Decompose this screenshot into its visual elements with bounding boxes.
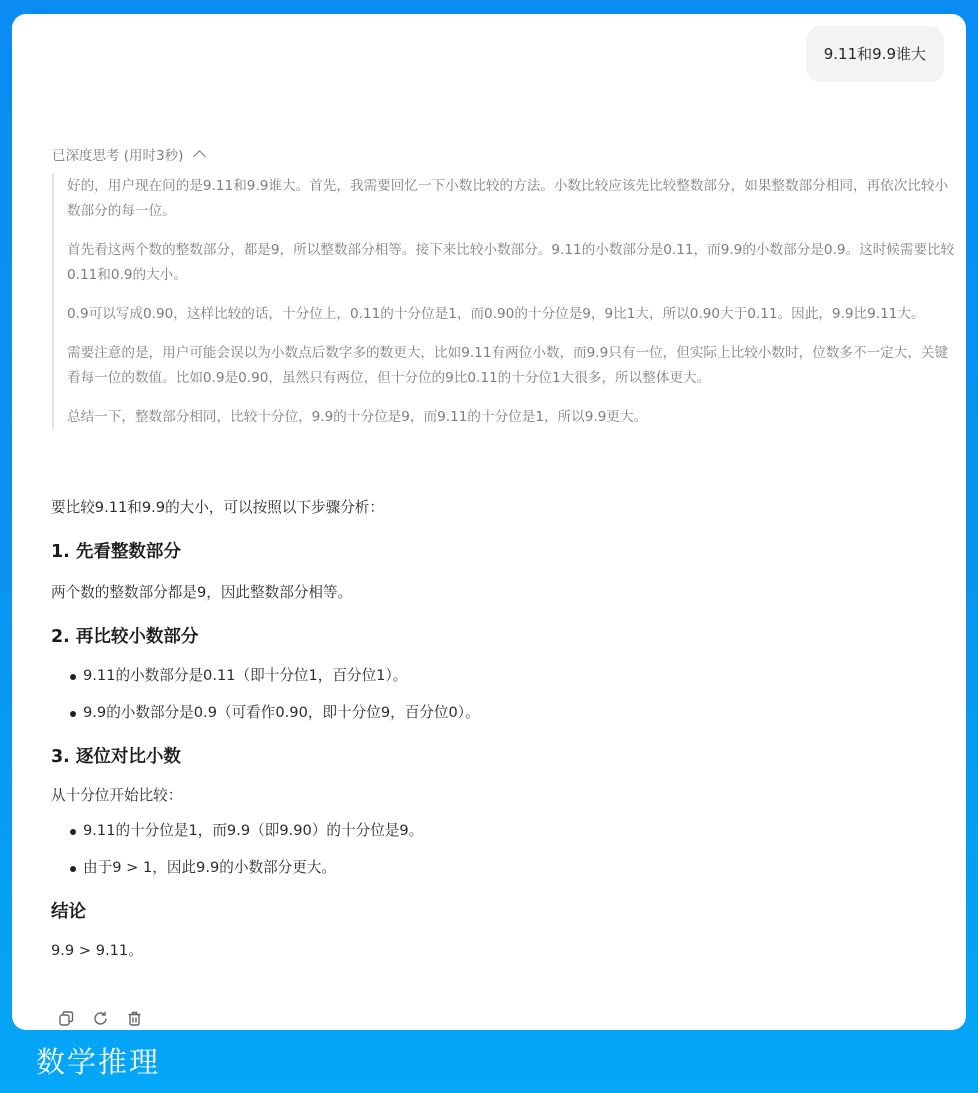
list-item: 9.11的小数部分是0.11（即十分位1，百分位1）。 [51, 664, 941, 688]
regenerate-button[interactable] [90, 1008, 110, 1028]
bullet-list [51, 819, 941, 880]
chat-card [12, 14, 966, 1030]
thinking-toggle-label: 已深度思考 (用时3秒) [52, 148, 184, 164]
chevron-up-icon [194, 150, 207, 163]
refresh-icon [92, 1010, 109, 1027]
section-text: 两个数的整数部分都是9，因此整数部分相等。 [51, 584, 353, 601]
banner-title: 数学推理 [36, 1045, 161, 1079]
thinking-paragraph: 总结一下，整数部分相同，比较十分位，9.9的十分位是9，而9.11的十分位是1，所以9.9更大。 [67, 409, 648, 425]
answer-intro: 要比较9.11和9.9的大小，可以按照以下步骤分析： [51, 499, 384, 516]
thinking-paragraph: 好的，用户现在问的是9.11和9.9谁大。首先，我需要回忆一下小数比较的方法。小数比较应该先比较整数部分，如果整数部分相同，再依次比较小数部分的每一位。 [67, 178, 949, 219]
copy-button[interactable] [56, 1008, 76, 1028]
section-heading: 结论 [51, 902, 86, 922]
conclusion-text: 9.9 > 9.11。 [51, 942, 143, 959]
copy-icon [58, 1010, 75, 1027]
message-actions [56, 1008, 144, 1028]
thinking-paragraph: 首先看这两个数的整数部分，都是9，所以整数部分相等。接下来比较小数部分。9.11的小数部分是0.11，而9.9的小数部分是0.9。这时候需要比较0.11和0.9的大小。 [67, 242, 955, 283]
list-item: 9.9的小数部分是0.9（可看作0.90，即十分位9，百分位0）。 [51, 701, 941, 725]
section-heading: 2. 再比较小数部分 [51, 627, 199, 647]
thinking-paragraph: 需要注意的是，用户可能会误以为小数点后数字多的数更大，比如9.11有两位小数，而9.9只有一位，但实际上比较小数时，位数多不一定大，关键看每一位的数值。比如0.9是0.90，虽然只有两位，但十分位的9比0.11的十分位1大很多，所以整体更大。 [67, 345, 949, 386]
list-item: 9.11的十分位是1，而9.9（即9.90）的十分位是9。 [51, 819, 941, 843]
thinking-content [52, 174, 957, 430]
user-message-bubble: 9.11和9.9谁大 [806, 26, 944, 82]
section-heading: 1. 先看整数部分 [51, 542, 181, 562]
list-item: 由于9 > 1，因此9.9的小数部分更大。 [51, 856, 941, 880]
thinking-paragraph: 0.9可以写成0.90，这样比较的话，十分位上，0.11的十分位是1，而0.90的十分位是9，9比1大，所以0.90大于0.11。因此，9.9比9.11大。 [67, 306, 925, 322]
assistant-answer [51, 496, 941, 963]
delete-button[interactable] [124, 1008, 144, 1028]
bullet-list [51, 664, 941, 725]
thinking-toggle[interactable] [52, 144, 204, 164]
section-text: 从十分位开始比较： [51, 787, 183, 804]
trash-icon [126, 1010, 143, 1027]
section-heading: 3. 逐位对比小数 [51, 747, 181, 767]
